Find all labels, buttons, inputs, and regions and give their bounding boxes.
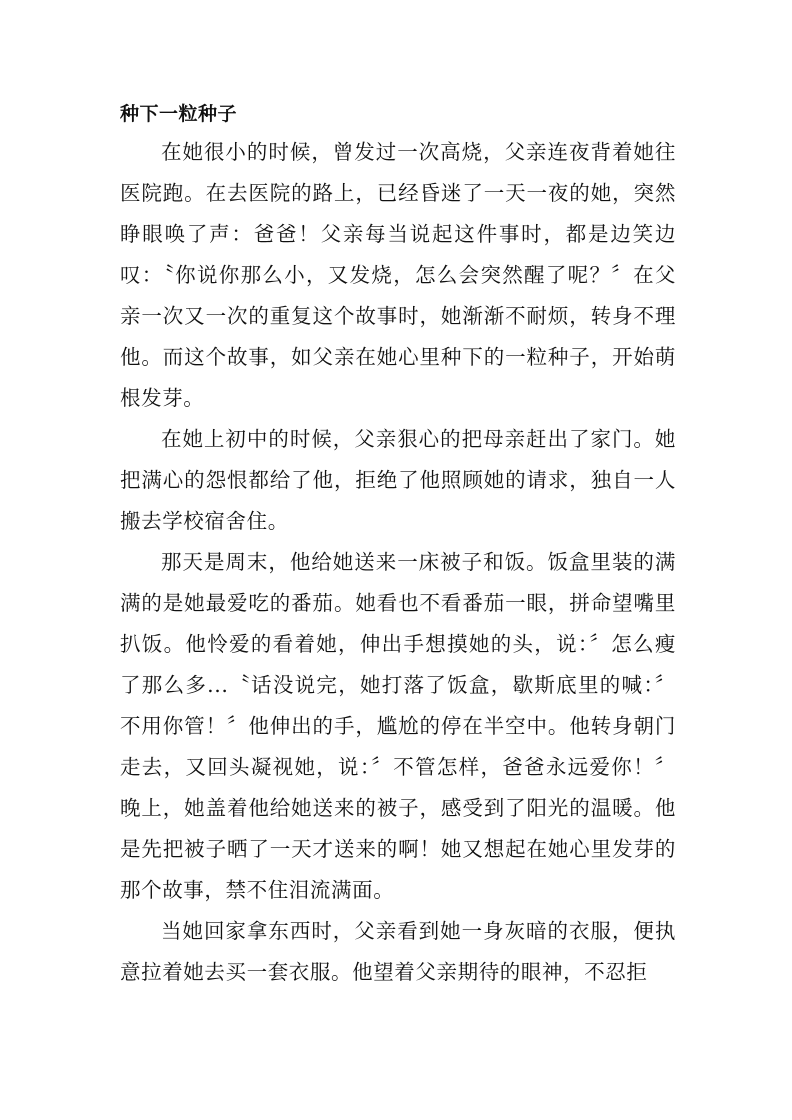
paragraph-1: 在她很小的时候，曾发过一次高烧，父亲连夜背着她往医院跑。在去医院的路上，已经昏迷了一天一夜的她，突然睁眼唤了声：爸爸！父亲每当说起这件事时，都是边笑边叹：〝你说你那么小，又发烧，怎么会突然醒了呢？〞在父亲一次又一次的重复这个故事时，她渐渐不耐烦，转身不理他。而这个故事，如父亲在她心里种下的一粒种子，开始萌根发芽。 [120,140,676,410]
paragraph-4: 当她回家拿东西时，父亲看到她一身灰暗的衣服，便执意拉着她去买一套衣服。他望着父亲期待的眼神，不忍拒 [120,919,676,984]
paragraph-3: 那天是周末，他给她送来一床被子和饭。饭盒里装的满满的是她最爱吃的番茄。她看也不看番茄一眼，拼命望嘴里扒饭。他怜爱的看着她，伸出手想摸她的头，说：〞怎么瘦了那么多...〝话没说完，她打落了饭盒，歇斯底里的喊：〞不用你管！〞他伸出的手，尴尬的停在半空中。他转身朝门走去，又回头凝视她，说：〞不管怎样，爸爸永远爱你！〞晚上，她盖着他给她送来的被子，感受到了阳光的温暖。他是先把被子晒了一天才送来的啊！她又想起在她心里发芽的那个故事，禁不住泪流满面。 [120,550,676,902]
paragraph-2: 在她上初中的时候，父亲狠心的把母亲赶出了家门。她把满心的怨恨都给了他，拒绝了他照顾她的请求，独自一人搬去学校宿舍住。 [120,427,676,533]
document-body [120,100,676,993]
document-title: 种下一粒种子 [120,103,238,125]
